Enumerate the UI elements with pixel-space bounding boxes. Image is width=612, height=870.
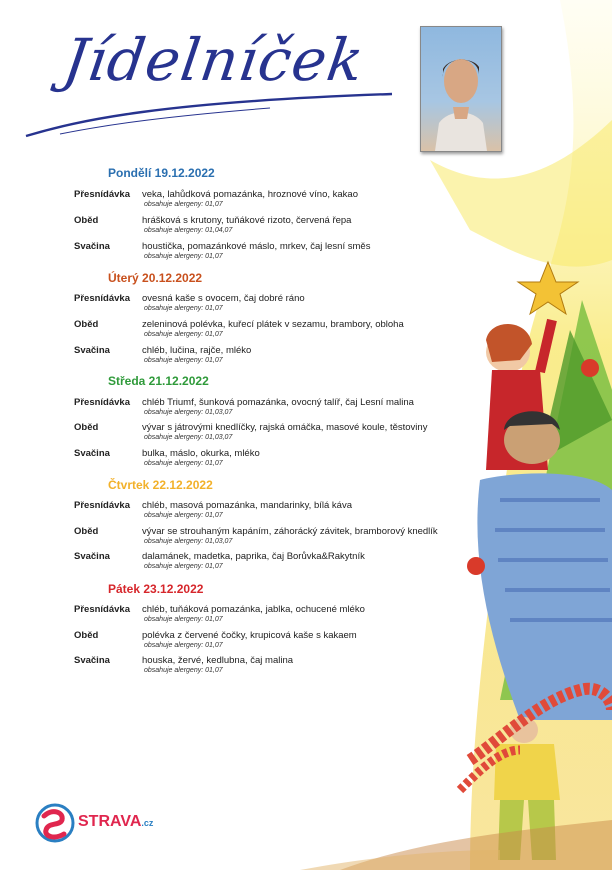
meal-name: Oběd <box>74 215 99 226</box>
day-heading: Pondělí 19.12.2022 <box>108 166 215 180</box>
meal-dish: ovesná kaše s ovocem, čaj dobré ráno <box>142 293 305 304</box>
meal-row <box>0 500 470 526</box>
meal-name: Svačina <box>74 241 110 252</box>
meal-allergens: obsahuje alergeny: 01,04,07 <box>144 227 233 234</box>
meal-row <box>0 526 470 552</box>
meal-dish: zeleninová polévka, kuřecí plátek v sezamu, brambory, obloha <box>142 319 404 330</box>
meal-name: Přesnídávka <box>74 293 130 304</box>
strava-logo-icon <box>34 802 76 844</box>
day-heading: Čtvrtek 22.12.2022 <box>108 478 213 492</box>
meal-dish: dalamánek, madetka, paprika, čaj Borůvka&Rakytník <box>142 551 365 562</box>
day-heading: Středa 21.12.2022 <box>108 374 209 388</box>
meal-name: Svačina <box>74 448 110 459</box>
meal-dish: houstička, pomazánkové máslo, mrkev, čaj lesní směs <box>142 241 371 252</box>
meal-dish: veka, lahůdková pomazánka, hroznové víno, kakao <box>142 189 358 200</box>
meal-row <box>0 655 470 681</box>
meal-dish: polévka z červené čočky, krupicová kaše s kakaem <box>142 630 357 641</box>
meal-dish: chléb, masová pomazánka, mandarinky, bílá káva <box>142 500 352 511</box>
meal-name: Přesnídávka <box>74 500 130 511</box>
meal-allergens: obsahuje alergeny: 01,07 <box>144 563 223 570</box>
meal-allergens: obsahuje alergeny: 01,03,07 <box>144 538 233 545</box>
meal-allergens: obsahuje alergeny: 01,07 <box>144 460 223 467</box>
meal-row <box>0 345 470 371</box>
page-title: Jídelníček <box>59 26 369 94</box>
meal-name: Oběd <box>74 422 99 433</box>
meal-dish: chléb Triumf, šunková pomazánka, ovocný talíř, čaj Lesní malina <box>142 397 414 408</box>
meal-allergens: obsahuje alergeny: 01,07 <box>144 357 223 364</box>
meal-dish: chléb, lučina, rajče, mléko <box>142 345 252 356</box>
meal-dish: hrášková s krutony, tuňákové rizoto, červená řepa <box>142 215 352 226</box>
meal-allergens: obsahuje alergeny: 01,07 <box>144 201 223 208</box>
meal-name: Oběd <box>74 526 99 537</box>
meal-name: Svačina <box>74 551 110 562</box>
meal-allergens: obsahuje alergeny: 01,07 <box>144 616 223 623</box>
meal-row <box>0 630 470 656</box>
meal-row <box>0 189 470 215</box>
meal-allergens: obsahuje alergeny: 01,07 <box>144 331 223 338</box>
meal-allergens: obsahuje alergeny: 01,03,07 <box>144 409 233 416</box>
day-heading: Úterý 20.12.2022 <box>108 271 203 285</box>
meal-row <box>0 397 470 423</box>
title-swoosh <box>20 80 400 140</box>
meal-row <box>0 241 470 267</box>
meal-dish: chléb, tuňáková pomazánka, jablka, ochucené mléko <box>142 604 365 615</box>
meal-name: Oběd <box>74 319 99 330</box>
meal-dish: houska, žervé, kedlubna, čaj malina <box>142 655 294 666</box>
meal-name: Svačina <box>74 655 110 666</box>
meal-allergens: obsahuje alergeny: 01,07 <box>144 253 223 260</box>
day-heading: Pátek 23.12.2022 <box>108 582 204 596</box>
meal-name: Přesnídávka <box>74 397 130 408</box>
meal-row <box>0 604 470 630</box>
meal-row <box>0 293 470 319</box>
meal-name: Přesnídávka <box>74 604 130 615</box>
logo-main: STRAVA <box>78 813 142 830</box>
meal-dish: bulka, máslo, okurka, mléko <box>142 448 260 459</box>
meal-dish: vývar s játrovými knedlíčky, rajská omáčka, masové koule, těstoviny <box>142 422 428 433</box>
meal-row <box>0 215 470 241</box>
meal-allergens: obsahuje alergeny: 01,03,07 <box>144 434 233 441</box>
logo-suffix: .cz <box>141 818 154 828</box>
meal-row <box>0 319 470 345</box>
strava-logo-text[interactable] <box>78 813 153 831</box>
meal-dish: vývar se strouhaným kapáním, záhorácký závitek, bramborový knedlík <box>142 526 438 537</box>
cook-photo <box>420 26 502 152</box>
meal-name: Oběd <box>74 630 99 641</box>
meal-allergens: obsahuje alergeny: 01,07 <box>144 512 223 519</box>
meal-allergens: obsahuje alergeny: 01,07 <box>144 667 223 674</box>
meal-name: Svačina <box>74 345 110 356</box>
meal-row <box>0 551 470 577</box>
meal-row <box>0 422 470 448</box>
meal-row <box>0 448 470 474</box>
meal-allergens: obsahuje alergeny: 01,07 <box>144 642 223 649</box>
meal-allergens: obsahuje alergeny: 01,07 <box>144 305 223 312</box>
meal-name: Přesnídávka <box>74 189 130 200</box>
